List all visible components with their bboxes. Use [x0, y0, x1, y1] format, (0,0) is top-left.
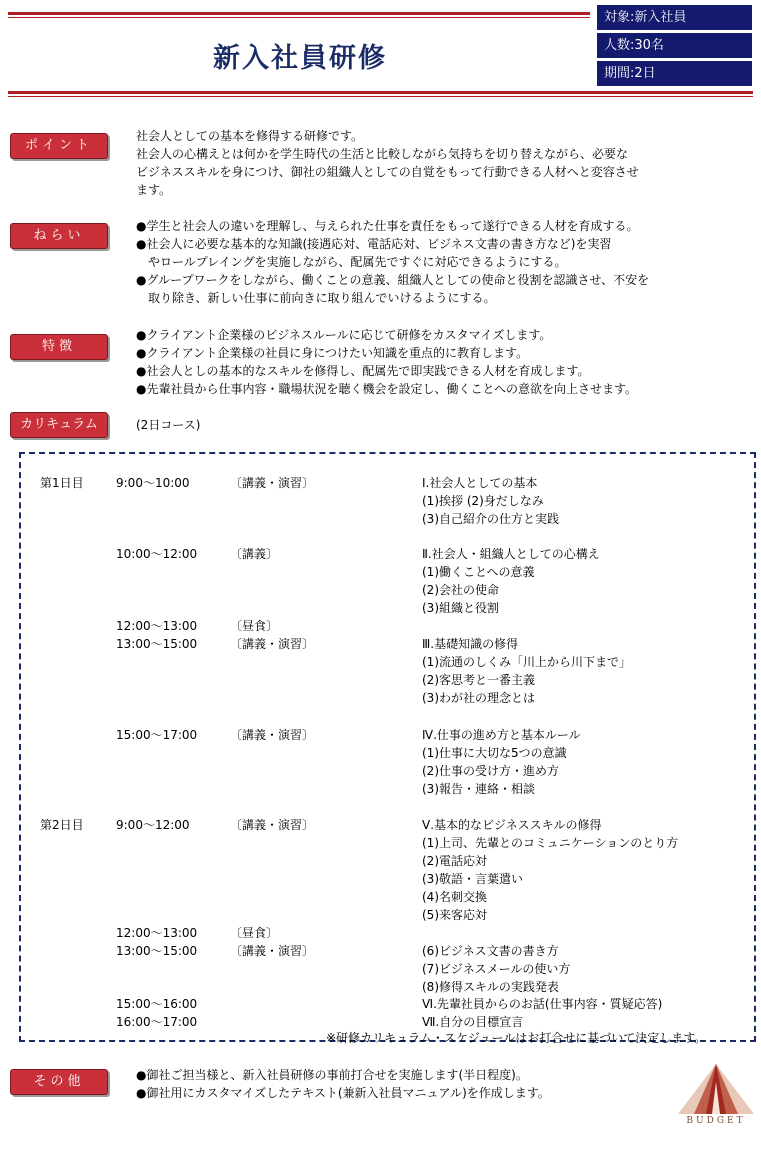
aim-line: やロールプレイングを実施しながら、配属先ですぐに対応できるようにする。 — [136, 255, 567, 269]
other-line: ●御社ご担当様と、新入社員研修の事前打合せを実施します(半日程度)。 — [136, 1068, 528, 1082]
header-bottom-rule — [8, 91, 753, 94]
schedule-content: (3)わが社の理念とは — [422, 691, 535, 705]
schedule-time: 13:00～15:00 — [116, 944, 198, 958]
point-line: ます。 — [136, 183, 172, 197]
info-headcount: 人数:30名 — [597, 33, 752, 58]
feature-line: ●クライアント企業様のビジネスルールに応じて研修をカスタマイズします。 — [136, 328, 552, 342]
schedule-content: Ⅵ.先輩社員からのお話(仕事内容・質疑応答) — [422, 997, 663, 1011]
schedule-time: 16:00～17:00 — [116, 1015, 198, 1029]
schedule-content: Ⅲ.基礎知識の修得 — [422, 637, 519, 651]
schedule-content: (1)仕事に大切な5つの意識 — [422, 746, 567, 760]
schedule-time: 10:00～12:00 — [116, 547, 198, 561]
schedule-content: (1)挨拶 (2)身だしなみ — [422, 494, 544, 508]
aim-line: 取り除き、新しい仕事に前向きに取り組んでいけるようにする。 — [136, 291, 496, 305]
point-line: 社会人としての基本を修得する研修です。 — [136, 129, 364, 143]
header-rule-thin — [8, 17, 590, 18]
schedule-type: 〔講義・演習〕 — [230, 476, 315, 490]
schedule-content: (8)修得スキルの実践発表 — [422, 980, 559, 994]
page-title: 新入社員研修 — [213, 43, 387, 74]
label-curriculum: カリキュラム — [10, 412, 108, 438]
schedule-time: 15:00～16:00 — [116, 997, 198, 1011]
schedule-time: 15:00～17:00 — [116, 728, 198, 742]
info-target: 対象:新入社員 — [597, 5, 752, 30]
schedule-type: 〔昼食〕 — [230, 619, 279, 633]
logo-text: BUDGET — [686, 1116, 746, 1126]
other-line: ●御社用にカスタマイズしたテキスト(兼新入社員マニュアル)を作成します。 — [136, 1086, 550, 1100]
schedule-day: 第1日目 — [40, 476, 84, 490]
label-feature: 特徴 — [10, 334, 108, 360]
schedule-content: (7)ビジネスメールの使い方 — [422, 962, 571, 976]
feature-line: ●先輩社員から仕事内容・職場状況を聴く機会を設定し、働くことへの意欲を向上させます。 — [136, 382, 638, 396]
feature-line: ●クライアント企業様の社員に身につけたい知識を重点的に教育します。 — [136, 346, 529, 360]
schedule-type: 〔講義・演習〕 — [230, 944, 315, 958]
feature-line: ●社会人としの基本的なスキルを修得し、配属先で即実践できる人材を育成します。 — [136, 364, 590, 378]
schedule-content: (4)名刺交換 — [422, 890, 487, 904]
schedule-content: (1)上司、先輩とのコミュニケーションのとり方 — [422, 836, 679, 850]
schedule-content: Ⅰ.社会人としての基本 — [422, 476, 538, 490]
schedule-type: 〔講義・演習〕 — [230, 728, 315, 742]
schedule-type: 〔講義・演習〕 — [230, 637, 315, 651]
schedule-content: Ⅱ.社会人・組織人としての心構え — [422, 547, 600, 561]
schedule-content: (2)会社の使命 — [422, 583, 499, 597]
aim-line: ●グループワークをしながら、働くことの意義、組織人としての使命と役割を認識させ、不安を — [136, 273, 650, 287]
schedule-content: Ⅳ.仕事の進め方と基本ルール — [422, 728, 581, 742]
header-rule — [8, 12, 590, 15]
schedule-day: 第2日目 — [40, 818, 84, 832]
schedule-content: (3)報告・連絡・相談 — [422, 782, 535, 796]
schedule-time: 12:00～13:00 — [116, 926, 198, 940]
schedule-content: (2)電話応対 — [422, 854, 487, 868]
schedule-content: (6)ビジネス文書の書き方 — [422, 944, 559, 958]
schedule-time: 9:00～10:00 — [116, 476, 190, 490]
aim-text — [136, 217, 649, 307]
point-text — [136, 127, 639, 199]
schedule-content: (3)敬語・言葉遣い — [422, 872, 523, 886]
schedule-type: 〔昼食〕 — [230, 926, 279, 940]
info-period: 期間:2日 — [597, 61, 752, 86]
label-other: その他 — [10, 1069, 108, 1095]
aim-line: ●学生と社会人の違いを理解し、与えられた仕事を責任をもって遂行できる人材を育成する。 — [136, 219, 639, 233]
aim-line: ●社会人に必要な基本的な知識(接遇応対、電話応対、ビジネス文書の書き方など)を実習 — [136, 237, 612, 251]
label-aim: ねらい — [10, 223, 108, 249]
schedule-time: 13:00～15:00 — [116, 637, 198, 651]
schedule-type: 〔講義・演習〕 — [230, 818, 315, 832]
schedule-time: 12:00～13:00 — [116, 619, 198, 633]
point-line: 社会人の心構えとは何かを学生時代の生活と比較しながら気持ちを切り替えながら、必要な — [136, 147, 629, 161]
schedule-content: (1)流通のしくみ「川上から川下まで」 — [422, 655, 631, 669]
schedule-content: Ⅶ.自分の目標宣言 — [422, 1015, 524, 1029]
schedule-content: Ⅴ.基本的なビジネススキルの修得 — [422, 818, 602, 832]
schedule-time: 9:00～12:00 — [116, 818, 190, 832]
schedule-content: (3)自己紹介の仕方と実践 — [422, 512, 559, 526]
feature-text — [136, 326, 637, 398]
label-point: ポイント — [10, 133, 108, 159]
schedule-content: (2)客思考と一番主義 — [422, 673, 535, 687]
schedule-note: ※研修カリキュラム・スケジュールはお打合せに基づいて決定します。 — [326, 1031, 707, 1045]
curriculum-course: (2日コース) — [136, 418, 201, 432]
schedule-content: (2)仕事の受け方・進め方 — [422, 764, 559, 778]
schedule-content: (1)働くことへの意義 — [422, 565, 535, 579]
schedule-content: (3)組織と役割 — [422, 601, 499, 615]
schedule-type: 〔講義〕 — [230, 547, 279, 561]
schedule-content: (5)来客応対 — [422, 908, 487, 922]
header-bottom-rule-thin — [8, 96, 753, 97]
point-line: ビジネススキルを身につけ、御社の組織人としての自覚をもって行動できる人材へと変容させ — [136, 165, 639, 179]
other-text — [136, 1066, 550, 1102]
